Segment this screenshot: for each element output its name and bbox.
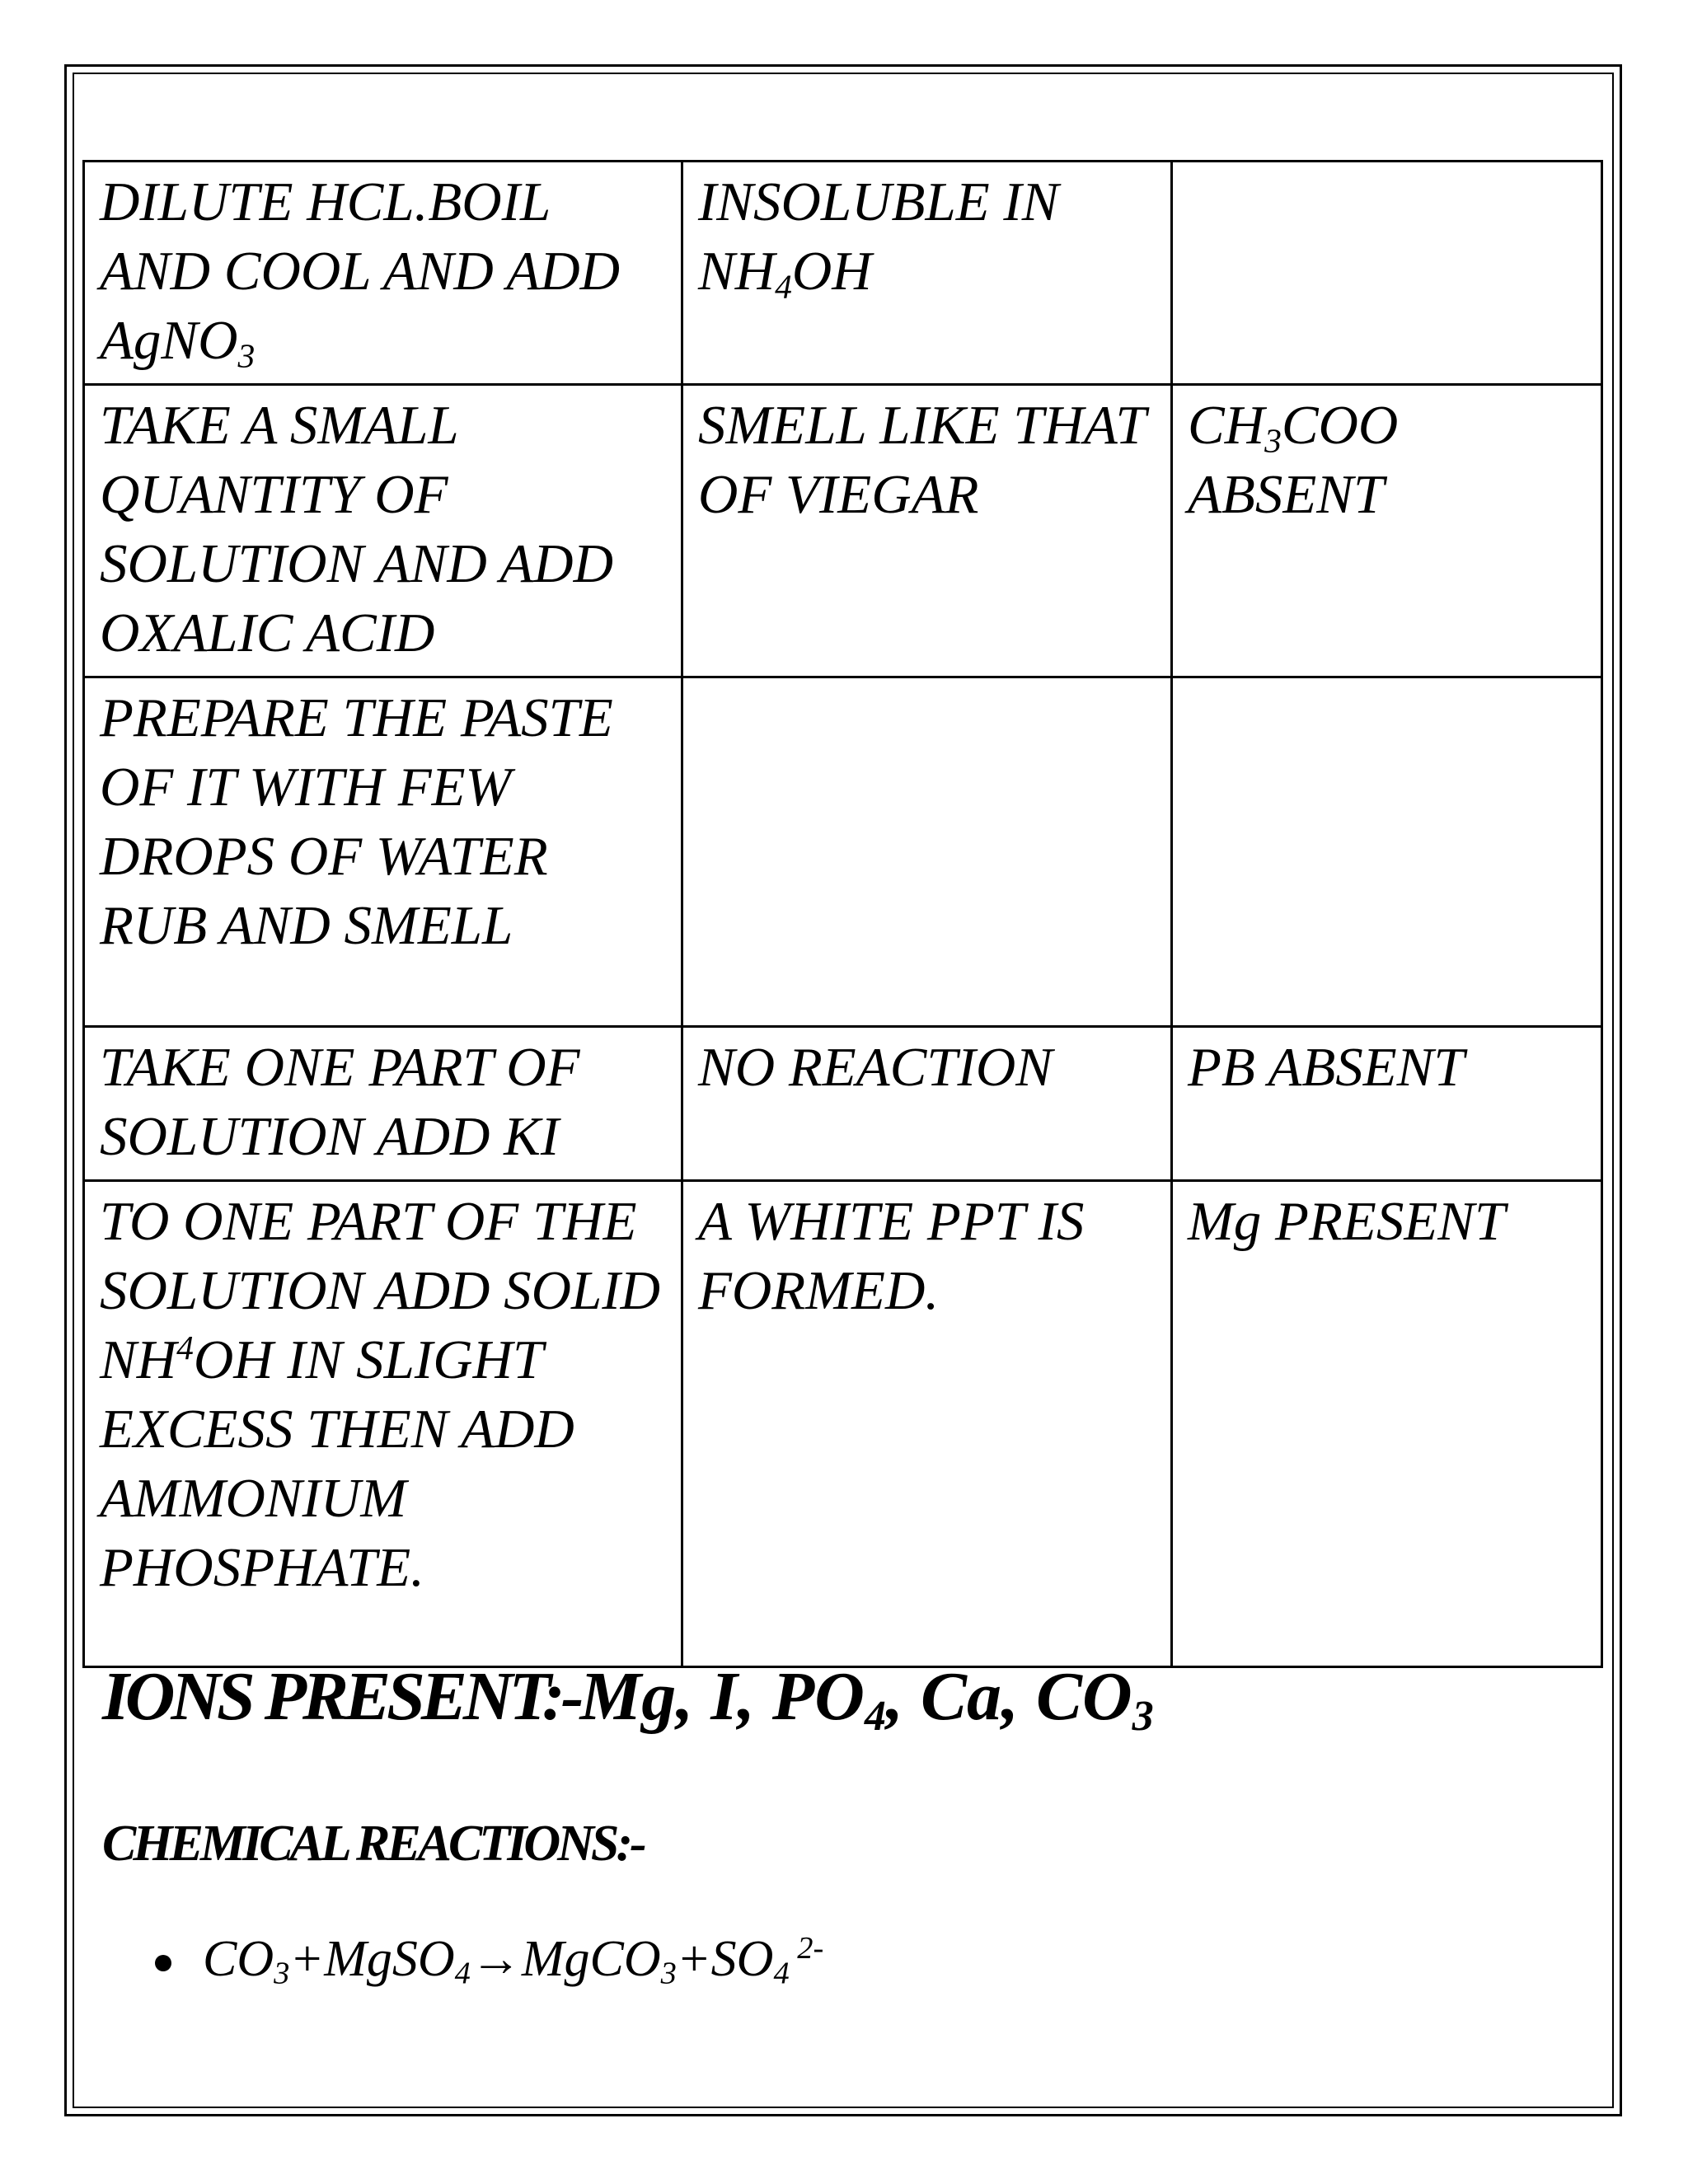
table-row — [84, 1181, 1602, 1667]
bullet-icon — [155, 1955, 171, 1971]
observation-text: A WHITE PPT IS FORMED. — [698, 1191, 1085, 1321]
experiment-cell — [84, 677, 682, 1027]
inference-cell — [1172, 1181, 1602, 1667]
equation-text: +MgSO — [289, 1931, 455, 1987]
experiment-text-tail: OH IN SLIGHT EXCESS THEN ADD AMMONIUM PHOSPHATE. — [100, 1329, 574, 1598]
table-row — [84, 677, 1602, 1027]
experiment-text: DILUTE HCL.BOIL AND COOL AND ADD AgNO — [100, 171, 621, 371]
equation-text: CO — [203, 1931, 274, 1987]
subscript: 4 — [454, 1956, 471, 1991]
list-item — [148, 1930, 823, 1989]
experiment-cell — [84, 1027, 682, 1181]
chemical-reactions-heading: CHEMICAL REACTIONS:- — [102, 1816, 644, 1872]
subscript: 4 — [773, 1956, 790, 1991]
inference-text: PB ABSENT — [1188, 1037, 1465, 1098]
observation-cell — [682, 1027, 1172, 1181]
experiment-table — [82, 160, 1603, 1668]
inference-text: CH — [1188, 395, 1265, 456]
subscript: 3 — [660, 1956, 677, 1991]
table-row — [84, 1027, 1602, 1181]
observation-text: NO REACTION — [698, 1037, 1053, 1098]
table-row — [84, 385, 1602, 677]
ions-value-text: Mg, I, PO — [579, 1658, 865, 1735]
observation-cell — [682, 1181, 1172, 1667]
experiment-text: TAKE A SMALL QUANTITY OF SOLUTION AND ADD OXALIC ACID — [100, 395, 613, 663]
observation-text: SMELL LIKE THAT OF VIEGAR — [698, 395, 1146, 525]
equation-text: →MgCO — [470, 1931, 661, 1987]
inference-text: Mg PRESENT — [1188, 1191, 1506, 1252]
inference-cell — [1172, 1027, 1602, 1181]
subscript: 4 — [864, 1693, 886, 1741]
subscript: 3 — [274, 1956, 290, 1991]
reaction-list — [148, 1930, 823, 1989]
experiment-cell — [84, 385, 682, 677]
inference-cell — [1172, 677, 1602, 1027]
subscript: 3 — [237, 336, 256, 375]
observation-cell — [682, 677, 1172, 1027]
experiment-cell — [84, 162, 682, 385]
superscript: 4 — [176, 1329, 194, 1367]
experiment-text: TO ONE PART OF THE SOLUTION ADD SOLID NH — [100, 1191, 661, 1390]
experiment-text: TAKE ONE PART OF SOLUTION ADD KI — [100, 1037, 580, 1167]
ions-present-heading — [102, 1657, 1154, 1741]
ions-label: IONS PRESENT:- — [102, 1658, 580, 1735]
observation-cell — [682, 162, 1172, 385]
superscript: 2- — [789, 1930, 824, 1966]
subscript: 3 — [1264, 421, 1282, 460]
ions-value-text: , Ca, CO — [885, 1658, 1132, 1735]
inference-text-tail: COO ABSENT — [1188, 395, 1399, 525]
subscript: 3 — [1132, 1693, 1154, 1741]
ions-values — [579, 1658, 1154, 1741]
table-row — [84, 162, 1602, 385]
equation-text: +SO — [676, 1931, 774, 1987]
inference-cell — [1172, 162, 1602, 385]
subscript: 4 — [775, 267, 792, 306]
experiment-cell — [84, 1181, 682, 1667]
observation-text: INSOLUBLE IN NH — [698, 171, 1059, 302]
experiment-text: PREPARE THE PASTE OF IT WITH FEW DROPS OF WATER RUB AND SMELL — [100, 687, 613, 956]
inference-cell — [1172, 385, 1602, 677]
observation-cell — [682, 385, 1172, 677]
observation-text-tail: OH — [791, 241, 872, 302]
